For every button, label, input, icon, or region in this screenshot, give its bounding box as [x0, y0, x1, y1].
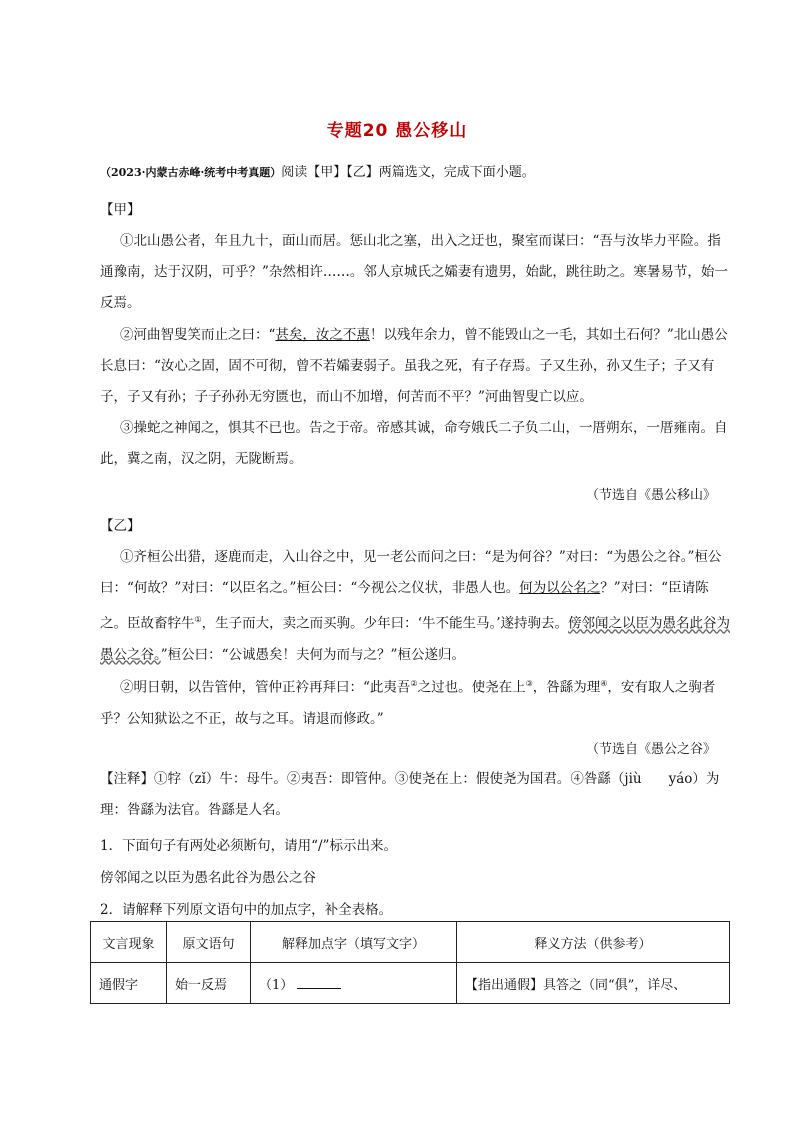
- answer-label: （1）: [259, 977, 294, 993]
- table-header-cell: 文言现象: [91, 922, 167, 963]
- question-1-sentence: 傍邻闻之以臣为愚名此谷为愚公之谷: [100, 870, 316, 886]
- yi-paragraph-1: [100, 542, 732, 671]
- text-segment: ？”对曰：“臣请陈之。臣故畜牸牛: [100, 580, 709, 632]
- table-cell-answer[interactable]: [251, 963, 457, 1004]
- footnote-marker: ①: [194, 615, 202, 624]
- yi-paragraph-2: [100, 668, 732, 735]
- text-segment: 之过也。使尧在上: [417, 679, 526, 696]
- table-row: [91, 963, 730, 1004]
- underlined-phrase: 甚矣，汝之不惠: [275, 327, 370, 343]
- text-segment: ②明日朝，以告管仲，管仲正衿再拜曰：“此夷吾: [120, 679, 411, 696]
- table-header-cell: 原文语句: [167, 922, 251, 963]
- intro-text: 阅读【甲】【乙】两篇选文，完成下面小题。: [281, 165, 535, 180]
- intro-line: [100, 162, 740, 184]
- text-segment: ，咎繇为理: [532, 679, 601, 696]
- page-title: 专题20 愚公移山: [326, 121, 468, 141]
- answer-blank[interactable]: [297, 976, 341, 989]
- jia-paragraph-3: ③操蛇之神闻之，惧其不已也。告之于帝。帝感其诚，命夸娥氏二子负二山，一厝朔东，一厝雍南。自此，冀之南，汉之阴，无陇断焉。: [100, 420, 728, 467]
- yi-citation: （节选自《愚公之谷》: [585, 742, 716, 757]
- exam-source: （2023·内蒙古赤峰·统考中考真题）: [100, 166, 282, 179]
- table-cell: 通假字: [91, 963, 167, 1004]
- jia-paragraph-1: ①北山愚公者，年且九十，面山而居。惩山北之塞，出入之迂也，聚室而谋曰：“吾与汝毕力平险。指通豫南，达于汉阴，可乎？”杂然相许……。邻人京城氏之孀妻有遗男，始龀，跳往助之。寒暑易节，始一反焉。: [100, 233, 728, 311]
- text-segment: ①齐桓公出猎，逐鹿而走，入山谷之中，见一老公而问之曰：“是为何谷？”对曰：“为愚公之谷。”桓公曰：“何故？”对曰：“以臣名之。”桓公曰：“今视公之仪状，非愚人也。: [100, 549, 722, 596]
- text-segment: ！以残年余力，曾不能毁山之一毛，其如土石何？”北山愚公长息曰：“汝心之固，固不可彻，曾不若孀妻弱子。虽我之死，有子存焉。子又生孙，孙又生子；子又有子，子又有孙；子子孙孙无穷匮也，而山不加增，何苦而不平？”河曲智叟亡以应。: [100, 327, 728, 405]
- section-jia-heading: 【甲】: [100, 202, 141, 218]
- text-segment: ”桓公曰：“公诚愚矣！夫何为而与之？”桓公遂归。: [160, 646, 465, 663]
- text-segment: ，生子而大，卖之而买驹。少年曰：‘牛不能生马。’遂持驹去。: [201, 615, 569, 632]
- footnote-marker: ④: [600, 679, 608, 688]
- jia-citation: （节选自《愚公移山》: [585, 488, 716, 503]
- answer-table: [90, 921, 730, 1004]
- table-header-cell: 释义方法（供参考）: [457, 922, 730, 963]
- wavy-underlined-sentence: 傍邻闻之以臣为愚名此谷为愚公之谷。: [100, 615, 731, 663]
- underlined-phrase: 何为以公名之: [519, 580, 601, 596]
- text-segment: ，安有取人之驹者乎？公知狱讼之不正，故与之耳。请退而修政。”: [100, 679, 716, 727]
- annotations: 【注释】①牸（zǐ）牛：母牛。②夷吾：即管仲。③使尧在上：假使尧为国君。④咎繇（jiù yáo）为理：咎繇为法官。咎繇是人名。: [100, 771, 720, 818]
- text-segment: ②河曲智叟笑而止之曰：“: [120, 327, 276, 343]
- table-cell: 始一反焉: [167, 963, 251, 1004]
- footnote-marker: ②: [410, 679, 418, 688]
- question-2: 2．请解释下列原文语句中的加点字，补全表格。: [100, 902, 393, 918]
- section-yi-heading: 【乙】: [100, 518, 141, 534]
- footnote-marker: ③: [525, 679, 533, 688]
- question-1: 1．下面句子有两处必须断句，请用“/”标示出来。: [100, 838, 397, 854]
- table-header-row: [91, 922, 730, 963]
- jia-paragraph-2: [100, 320, 732, 413]
- table-header-cell: 解释加点字（填写文字）: [251, 922, 457, 963]
- table-cell: 【指出通假】具答之（同“俱”，详尽、: [457, 963, 730, 1004]
